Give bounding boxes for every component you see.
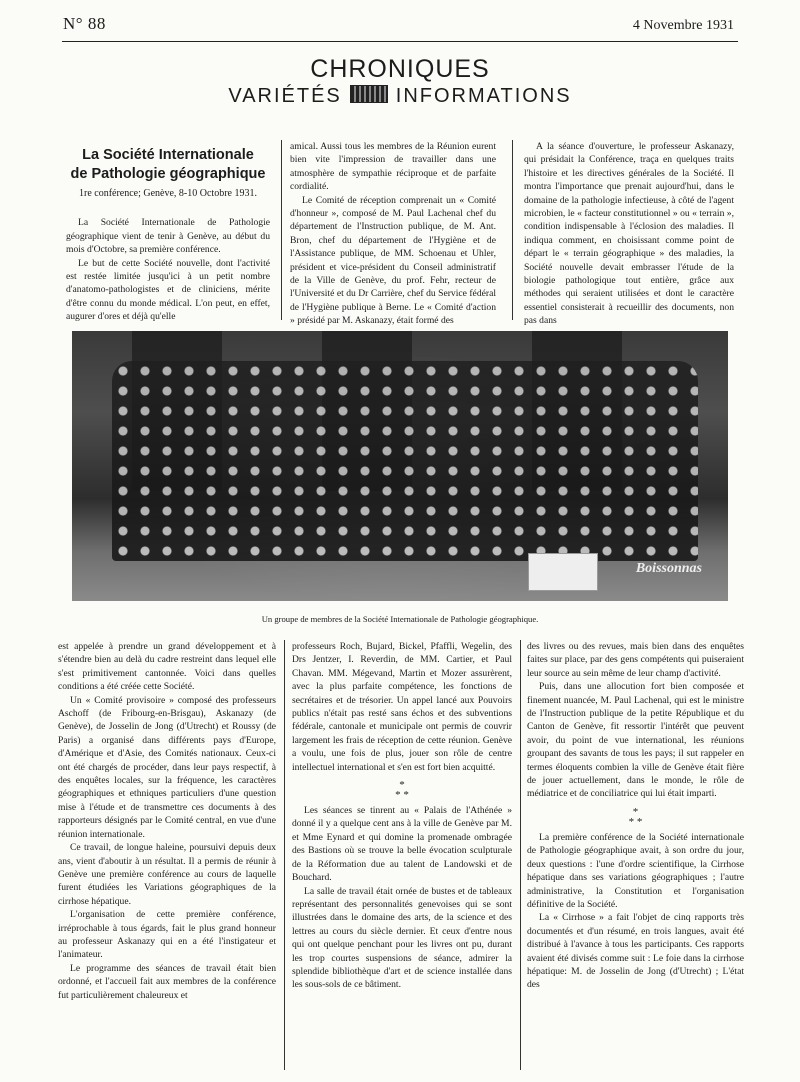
masthead-informations: INFORMATIONS	[395, 85, 572, 107]
article-title-line-1: La Société Internationale	[82, 147, 254, 163]
paragraph: professeurs Roch, Bujard, Bickel, Pfaffli, Wegelin, des Drs Jentzer, I. Reverdin, de MM. Cartier, et Paul Chavan. MM. Mégevand, Martin et Mozer assurèrent, avec la plus parfaite compétence, les fonctions de secrétaires et de trésorier. Un appel lancé aux Pouvoirs publics n'était pas resté sans échos et des subventions fédérale, cantonale et municipale ont permis de couvrir largement les frais de réception de cette réunion. Genève a voulu, une fois de plus, jouer son rôle de centre intellectuel international et s'en est fort bien acquitté.	[292, 641, 512, 773]
group-photo	[72, 331, 728, 601]
paragraph: Un « Comité provisoire » composé des professeurs Aschoff (de Fribourg-en-Brisgau), Askanazy (de Genève), de Josselin de Jong (d'Utrecht) et Roussy (de Paris) a organisé dans différents pays d'Europe, d'Amérique et d'Asie, des Comités nationaux. Ceux-ci ont été chargés de procéder, dans leur pays respectif, à des enquêtes locales, sur la fréquence, les caractères géographiques et ethniques particuliers d'une question mise à l'étude et de transmettre ces documents à des rapporteurs désignés par le Comité central, en vue d'une réunion internationale.	[58, 694, 276, 840]
photographer-signature: Boissonnas	[635, 561, 702, 576]
column-1-top	[66, 146, 270, 324]
paragraph-list	[292, 804, 512, 992]
photo-sign	[528, 553, 598, 591]
issue-number: N° 88	[63, 14, 106, 33]
paragraph: La première conférence de la Société internationale de Pathologie géographique avait, à son ordre du jour, deux questions : l'une d'ordre scientifique, la Cirrhose hépatique dans ses variations géographiques ; l'autre administrative, la Constitution et l'organisation définitive de la Société.	[527, 831, 744, 910]
paragraph: amical. Aussi tous les membres de la Réunion eurent bien vite l'impression de travailler dans une atmosphère de sympathie réciproque et de parfaite cordialité.	[290, 141, 496, 193]
column-divider	[281, 140, 282, 320]
paragraph-list	[66, 216, 270, 323]
paragraph-list	[524, 140, 734, 328]
paragraph: Le programme des séances de travail était bien ordonné, et l'accueil fait aux membres de la conférence fut particulièrement chaleureux et	[58, 962, 276, 1001]
column-divider	[512, 140, 513, 320]
paragraph-list	[527, 640, 744, 801]
paragraph: des livres ou des revues, mais bien dans des enquêtes faites sur place, par des gens compétents qui puiseraient leur source au sein même de leur champ d'activité.	[527, 641, 744, 679]
section-stars: * * *	[395, 779, 409, 802]
column-3-bottom	[527, 640, 744, 992]
paragraph: La « Cirrhose » a fait l'objet de cinq rapports très documentés et d'un résumé, en trois langues, avait été distribué à l'avance à tous les participants. Ces rapports avaient été divisés comme suit : Le foie dans la cirrhose hépatique: M. de Josselin de Jong (d'Utrecht) ; L'état des	[527, 912, 744, 991]
section-stars: * * *	[628, 805, 643, 828]
paragraph-list	[527, 831, 744, 992]
masthead-subtitle	[0, 85, 800, 108]
paragraph: Ce travail, de longue haleine, poursuivi depuis deux ans, vient d'aboutir à un résultat. Il a permis de réunir à Genève une première conférence au cours de laquelle furent étudiées les Variations géographiques de la cirrhose hépatique.	[58, 842, 276, 907]
article-subtitle: 1re conférence; Genève, 8-10 Octobre 1931.	[79, 188, 257, 199]
photo-caption: Un groupe de membres de la Société Internationale de Pathologie géographique.	[261, 614, 539, 624]
paragraph: La salle de travail était ornée de bustes et de tableaux représentant des personnalités genevoises qui se sont illustrées dans le domaine des arts, de la science et des lettres au cours du siècle dernier. Et ceux d'entre nous qui ont quelque penchant pour les livres ont pu, durant les trop courtes suspensions de séance, admirer la splendide bibliothèque d'art et de science installée dans les sous-sols de ce bâtiment.	[292, 885, 512, 991]
article-title-line-2: de Pathologie géographique	[70, 166, 266, 182]
paragraph: La Société Internationale de Pathologie géographique vient de tenir à Genève, au début du mois d'Octobre, sa première conférence.	[66, 217, 270, 256]
paragraph: Les séances se tinrent au « Palais de l'Athénée » donné il y a quelque cent ans à la ville de Genève par M. et Mme Eynard et qui domine la promenade ombragée des Bastions où se trouve la belle évocation sculpturale de la Réformation due au talent de Landowski et de Bouchard.	[292, 805, 512, 884]
masthead-varietes: VARIÉTÉS	[228, 85, 342, 107]
paragraph-list	[292, 640, 512, 774]
masthead-title: CHRONIQUES	[310, 55, 490, 83]
paragraph: Le but de cette Société nouvelle, dont l'activité est restée limitée jusqu'ici à un petit nombre d'anatomo-pathologistes et de cliniciens, mérite d'être connu du monde médical. L'on peut, en effet, augurer d'ores et déjà qu'elle	[66, 257, 270, 323]
column-divider	[520, 640, 521, 1070]
column-3-top	[524, 140, 734, 328]
paragraph: Le Comité de réception comprenait un « Comité d'honneur », composé de M. Paul Lachenal chef du département de l'Instruction publique, de M. Ant. Bron, chef du département de l'Hygiène et de l'Assistance publique, de MM. Schoenau et Uhler, président et vice-président du Conseil administratif de la Ville de Genève, du prof. Fehr, recteur de l'Université et du Dr Carrière, chef du Service fédéral de l'Hygiène publique à Berne. Le « Comité d'action » présidé par M. Askanazy, était formé des	[290, 194, 496, 327]
column-2-bottom	[292, 640, 512, 992]
column-1-bottom	[58, 640, 276, 1002]
article-title	[66, 146, 270, 184]
paragraph: A la séance d'ouverture, le professeur Askanazy, qui présidait la Conférence, traça en quelques traits l'histoire et les directives générales de la Société. Il montra l'importance que prenait aujourd'hui, dans le domaine de la pathologie infectieuse, à côté de l'agent microbien, le « facteur constitutionnel » ou « terrain », condition indispensable à l'éclosion des maladies. Il indiqua comment, en choisissant comme point de départ le « terrain géographique » des maladies, la Société nouvelle devait embrasser l'étude de la biologie pathologique tout entière, grâce aux méthodes qui seraient utilisées et dont le caractère essentiel consisterait à recueillir des documents, non pas dans	[524, 141, 734, 327]
paragraph-list	[290, 140, 496, 328]
photo-crowd	[112, 361, 698, 561]
paragraph: Puis, dans une allocution fort bien composée et finement nuancée, M. Paul Lachenal, qui est le ministre de l'Instruction publique de la petite République et du Canton de Genève, fit ressortir l'intérêt que peuvent avoir, du point de vue international, les réunions groupant des savants de tous les pays; il sut rappeler en termes éloquents combien la ville de Genève était fière de jouer actuellement, dans le monde, le rôle de médiatrice et de conciliatrice qui lui était imparti.	[527, 681, 744, 800]
column-2-top	[290, 140, 496, 328]
paragraph: est appelée à prendre un grand développement et à s'étendre bien au delà du cadre restreint dans lequel elle s'est primitivement cantonnée. Voici dans quelles conditions a été créée cette Société.	[58, 641, 276, 693]
header-rule	[62, 41, 738, 42]
issue-date: 4 Novembre 1931	[632, 18, 734, 33]
paragraph: L'organisation de cette première conférence, irréprochable à tous égards, fait le plus grand honneur au professeur Askanazy qui en a été l'instigateur et l'animateur.	[58, 909, 276, 961]
paragraph-list	[58, 640, 276, 1002]
ornament-icon	[350, 85, 388, 103]
column-divider	[284, 640, 285, 1070]
